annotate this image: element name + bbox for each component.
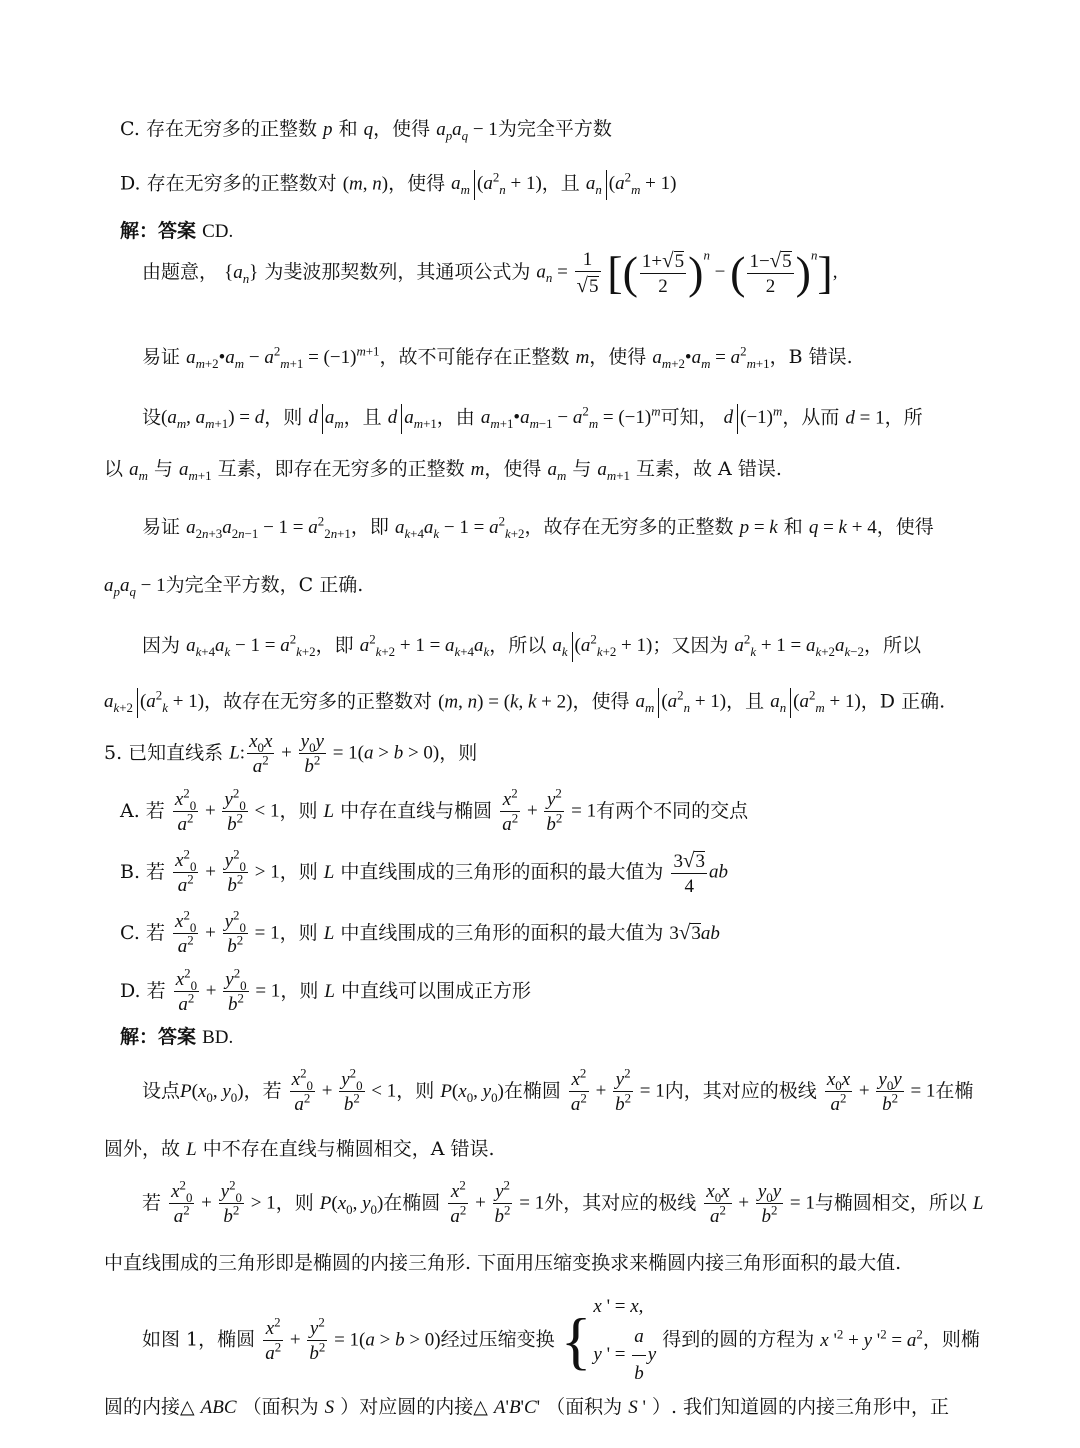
q5-option-b: B. 若 $\frac{x^2_0}{a^2}$ + $\frac{y^2_0}{b^2}$ > 1，则 L 中直线围成的三角形的面积的最大值为 $\frac{3√3}{4}$ ab <box>120 846 728 897</box>
q4-solution-line-6: $a_pa_q - 1$为完全平方数，C 正确. <box>104 574 364 599</box>
fibonacci-formula: $a_n$ = $\frac{1}{√5}$ [( $\frac{1+√5}{2}$ )$^n$ − ( $\frac{1-√5}{2}$ )$^n$], <box>536 247 838 298</box>
q5-solution-line-2: 圆外，故 L 中不存在直线与椭圆相交，A 错误. <box>104 1138 495 1160</box>
q4-solution-line-8: $a_{k+2}$ $(a^2_k + 1)$，故存在无穷多的正整数对 (m, n) = (k, k + 2)，使得 $a_m$ $(a^2_n + 1)$，且 $a_n$ $(a^2_m + 1)$，D 正确. <box>104 688 945 718</box>
q4-solution-line-1: 由题意， $\{a_n\}$ 为斐波那契数列，其通项公式为 $a_n$ = $\frac{1}{√5}$ [( $\frac{1+√5}{2}$ )$^n$ − ( $\frac{1-√5}{2}$ )$^n$], <box>142 247 838 298</box>
q5-solution-line-4: 中直线围成的三角形即是椭圆的内接三角形. 下面用压缩变换求来椭圆内接三角形面积的最大值. <box>104 1252 902 1274</box>
formula-ap-aq-minus-1: $a_pa_q - 1$ <box>436 119 498 143</box>
q5-solution-line-1: 设点$P(x_0$, $y_0$)，若 $\frac{x^2_0}{a^2}$ + $\frac{y^2_0}{b^2}$ < 1，则 $P(x_0$, $y_0$)在椭圆 $\frac{x^2}{a^2}$ + $\frac{y^2}{b^2}$ = 1内，其对应的极线 $\frac{x_0x}{a^2}$ + $\frac{y_0y}{b^2}$ = 1在椭 <box>142 1065 974 1115</box>
q5-solution-line-3: 若 $\frac{x^2_0}{a^2}$ + $\frac{y^2_0}{b^2}$ > 1，则 $P(x_0$, $y_0$)在椭圆 $\frac{x^2}{a^2}$ + $\frac{y^2}{b^2}$ = 1外，其对应的极线 $\frac{x_0x}{a^2}$ + $\frac{y_0y}{b^2}$ = 1与椭圆相交，所以 L <box>142 1177 984 1227</box>
q4-solution-line-7: 因为 $a_{k+4}a_k - 1 = a^2_{k+2}$，即 $a^2_{k+2} + 1 = a_{k+4}a_k$，所以 $a_k$ $(a^2_{k+2} + 1)$；又因为 $a^2_k + 1 = a_{k+2}a_{k-2}$，所以 <box>142 632 921 662</box>
q4-option-d: D. 存在无穷多的正整数对 (m, n)，使得 $a_m$ $(a^2_n + 1)$，且 $a_n$ $(a^2_m + 1)$ <box>120 170 676 200</box>
q5-solution-line-5: 如图 1，椭圆 $\frac{x^2}{a^2}$ + $\frac{y^2}{b^2}$ = 1(a > b > 0)经过压缩变换 { x ' = x, y ' = $\frac{a}{b}$ y 得到的圆的方程为 x '$^2 + y$ '$^2 = a^2$，则椭 <box>142 1292 980 1389</box>
q4-answer: 解：答案 CD. <box>120 220 234 242</box>
q5-option-a: A. 若 $\frac{x^2_0}{a^2}$ + $\frac{y^2_0}{b^2}$ < 1，则 L 中存在直线与椭圆 $\frac{x^2}{a^2}$ + $\frac{y^2}{b^2}$ = 1有两个不同的交点 <box>120 785 749 835</box>
q4-solution-line-3: 设($a_m$, $a_{m+1}) = d$，则 d $a_m$，且 d $a_{m+1}$，由 $a_{m+1}•a_{m-1} - a^2_m = (-1)^m$可知， d $(-1)^m$，从而 d = 1，所 <box>142 404 923 434</box>
q5-solution-line-6: 圆的内接△ ABC （面积为 S ）对应圆的内接△ A'B'C' （面积为 S ' ）. 我们知道圆的内接三角形中，正 <box>104 1396 950 1418</box>
q5-stem: 5. 已知直线系 L: $\frac{x_0x}{a^2}$ + $\frac{y_0y}{b^2}$ = 1(a > b > 0)，则 <box>104 731 478 777</box>
q4-solution-line-4: 以 $a_m$ 与 $a_{m+1}$ 互素，即存在无穷多的正整数 m，使得 $a_m$ 与 $a_{m+1}$ 互素，故 A 错误. <box>104 458 782 483</box>
q4-option-c: C. 存在无穷多的正整数 p 和 q，使得 $a_pa_q - 1$为完全平方数 <box>120 118 612 143</box>
q4-solution-line-2: 易证 $a_{m+2}•a_m - a^2_{m+1} = (-1)^{m+1}$，故不可能存在正整数 m，使得 $a_{m+2}•a_m = a^2_{m+1}$，B 错误. <box>142 343 853 371</box>
q5-answer: 解：答案 BD. <box>120 1026 234 1048</box>
q5-option-c: C. 若 $\frac{x^2_0}{a^2}$ + $\frac{y^2_0}{b^2}$ = 1，则 L 中直线围成的三角形的面积的最大值为 3√3ab <box>120 907 720 957</box>
q4-solution-line-5: 易证 $a_{2n+3}a_{2n-1} - 1 = a^2_{2n+1}$，即 $a_{k+4}a_k - 1 = a^2_{k+2}$，故存在无穷多的正整数 p = k 和 q = k + 4，使得 <box>142 513 934 541</box>
compression-transform-system: { x ' = x, y ' = $\frac{a}{b}$ y <box>560 1296 657 1384</box>
q5-option-d: D. 若 $\frac{x^2_0}{a^2}$ + $\frac{y^2_0}{b^2}$ = 1，则 L 中直线可以围成正方形 <box>120 965 532 1015</box>
